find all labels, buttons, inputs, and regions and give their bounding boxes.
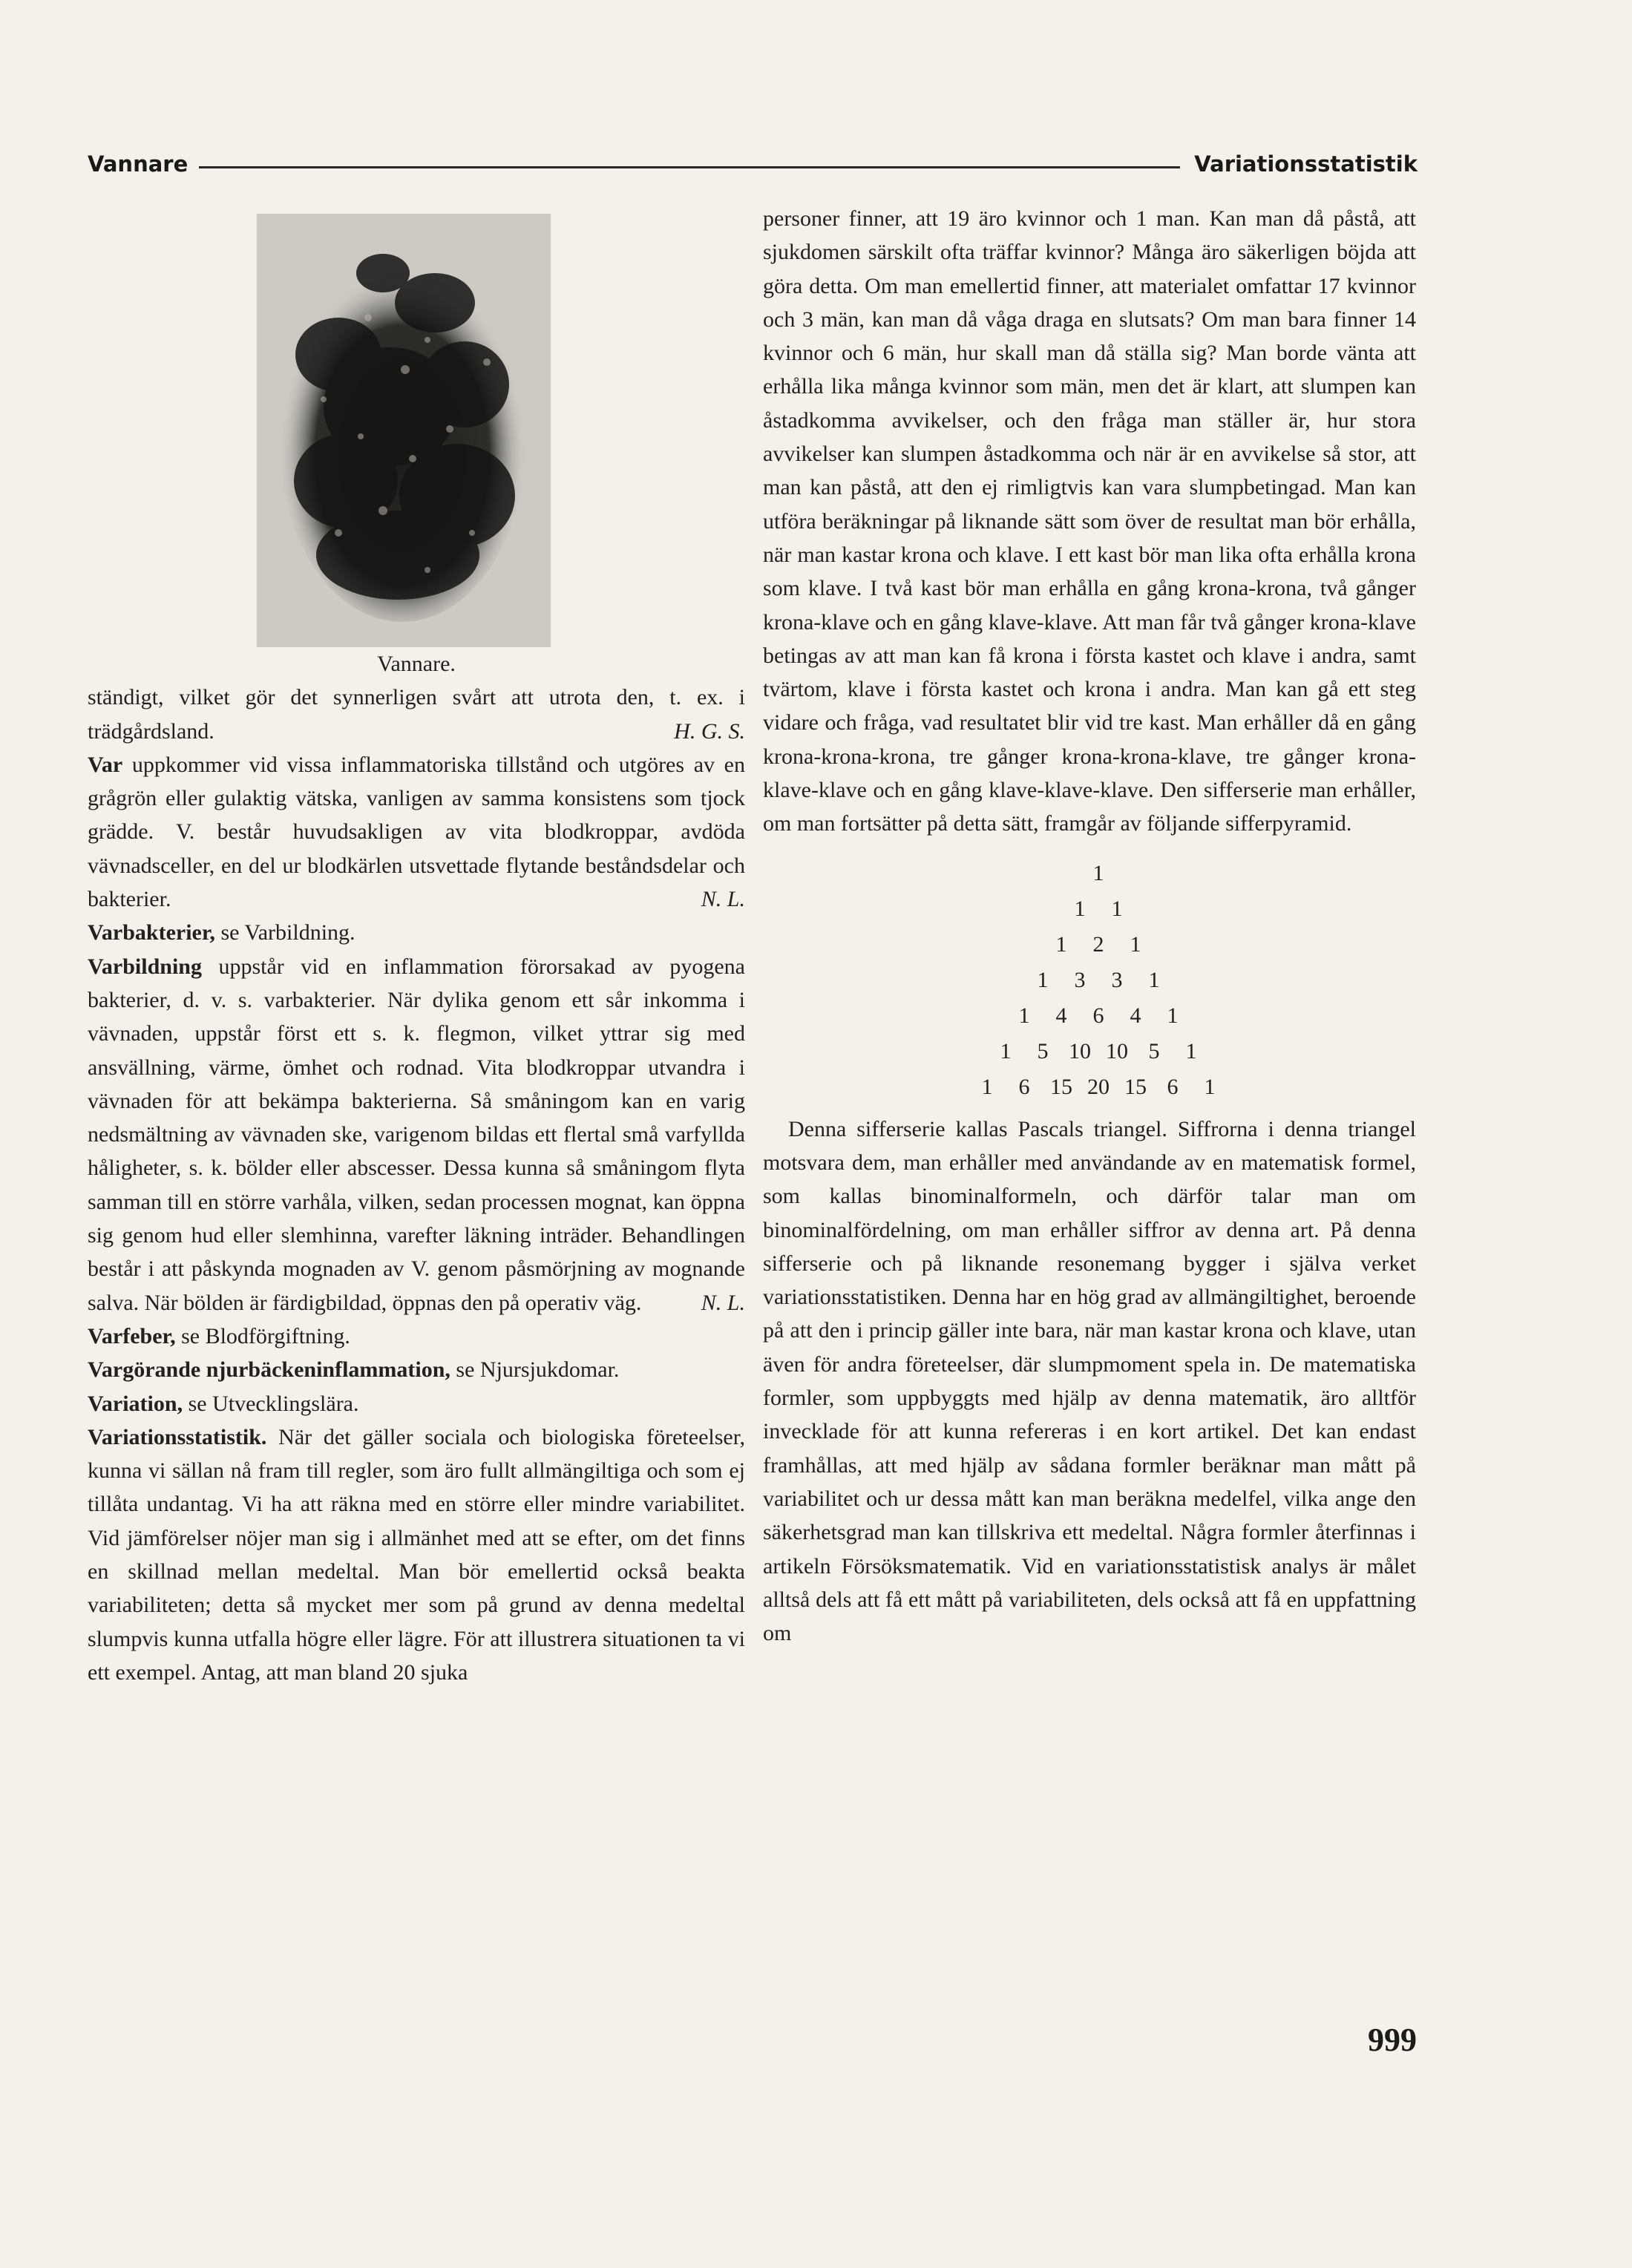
triangle-row (772, 891, 1425, 927)
left-column (88, 200, 745, 1689)
paragraph-text: ständigt, vilket gör det synnerligen svårt att utrota den, t. ex. i trädgårdsland. (88, 685, 745, 744)
triangle-number: 1 (1185, 1038, 1197, 1063)
page-number: 999 (1368, 2022, 1417, 2058)
author-signature: H. G. S. (674, 718, 745, 744)
triangle-number: 1 (1018, 1003, 1030, 1028)
header-rule (199, 166, 1180, 168)
entry-text: När det gäller sociala och biologiska företeelser, kunna vi sällan nå fram till regler, som äro fullt allmängiltiga och som ej tillåta undantag. Vi ha att räkna med en större eller mindre variabilitet. Vid jämförelser nöjer man sig i allmänhet med att se efter, om det finns en skillnad mellan medeltal. Man bör emellertid också beakta variabiliteten; detta så mycket mer som på grund av denna medeltal slumpvis kunna utfalla högre eller lägre. För att illustrera situationen ta vi ett exempel. Antag, att man bland 20 sjuka (88, 1424, 745, 1685)
triangle-number: 1 (1000, 1038, 1012, 1063)
header-right-title: Variationsstatistik (1188, 145, 1418, 183)
entry-variation (88, 1387, 745, 1420)
entry-vargorande (88, 1353, 745, 1386)
triangle-number: 6 (1018, 1074, 1030, 1099)
entry-headword: Variationsstatistik. (88, 1424, 267, 1449)
triangle-row (772, 1034, 1425, 1069)
triangle-number: 20 (1087, 1074, 1110, 1099)
triangle-number: 1 (1092, 860, 1104, 885)
triangle-row (772, 998, 1425, 1034)
author-signature: N. L. (701, 887, 745, 912)
entry-text: se Blodförgiftning. (175, 1323, 350, 1348)
triangle-row (772, 963, 1425, 998)
entry-text: se Varbildning. (214, 920, 355, 945)
triangle-number: 10 (1106, 1038, 1128, 1063)
entry-varbakterier (88, 916, 745, 949)
triangle-number: 6 (1167, 1074, 1179, 1099)
pascal-triangle (763, 856, 1416, 1105)
triangle-row (772, 1069, 1425, 1105)
running-header (88, 145, 1418, 183)
vannare-photo (257, 214, 551, 647)
triangle-number: 1 (981, 1074, 993, 1099)
entry-text: uppstår vid en inflammation förorsakad av pyogena bakterier, d. v. s. varbakterier. När dylika genom ett sår inkomma i vävnaden, uppstår först ett s. k. flegmon, vilket yttrar sig med ansvällning, värme, ömhet och rodnad. Vita blodkroppar utvandra i vävnaden för att bekämpa bakterierna. Så småningom kan en varig nedsmältning av vävnaden ske, varigenom bildas ett flertal små varfyllda håligheter, s. k. bölder eller abscesser. Dessa kunna så småningom flyta samman till en större varhåla, vilken, sedan processen mognat, kan öppna sig genom hud eller slemhinna, varefter läkning inträder. Behandlingen består i att påskynda mognaden av V. genom påsmörjning av mognande salva. När bölden är färdigbildad, öppnas den på operativ väg. (88, 954, 745, 1315)
triangle-number: 3 (1074, 967, 1086, 992)
triangle-number: 15 (1050, 1074, 1072, 1099)
triangle-number: 1 (1074, 896, 1086, 921)
entry-var (88, 748, 745, 916)
triangle-row (772, 856, 1425, 891)
entry-varfeber (88, 1320, 745, 1353)
triangle-number: 15 (1124, 1074, 1147, 1099)
entry-headword: Variation, (88, 1391, 183, 1416)
entry-headword: Varbildning (88, 954, 202, 979)
plant-illustration (257, 214, 551, 647)
triangle-number: 1 (1204, 1074, 1216, 1099)
triangle-number: 4 (1055, 1003, 1067, 1028)
paragraph-continuation (88, 681, 745, 748)
header-left-title: Vannare (88, 145, 194, 183)
triangle-number: 6 (1092, 1003, 1104, 1028)
entry-variationsstatistik (88, 1420, 745, 1689)
author-signature: N. L. (701, 1290, 745, 1315)
entry-headword: Varfeber, (88, 1323, 176, 1348)
triangle-number: 5 (1037, 1038, 1049, 1063)
triangle-number: 3 (1111, 967, 1123, 992)
triangle-number: 1 (1037, 967, 1049, 992)
entry-headword: Varbakterier, (88, 920, 215, 945)
triangle-number: 1 (1130, 931, 1141, 957)
paragraph-text: Denna sifferserie kallas Pascals triangel. Siffrorna i denna triangel motsvara dem, man erhåller med användande av en matematisk formel, som kallas binominalformeln, och därför talar man om binominalfördelning, om man erhåller siffror av denna art. På denna sifferserie och på liknande resonemang bygger i själva verket variationsstatistiken. Denna har en hög grad av allmängiltighet, beroende på att den i princip gäller inte bara, när man kastar krona och klave, utan även för andra företeelser, där slumpmoment spela in. De matematiska formler, som uppbyggts med hjälp av denna matematik, äro alltför invecklade för att kunna refereras i en kort artikel. Det kan endast framhållas, att med hjälp av sådana formler beräknar man mått på variabilitet och ur dessa mått kan man beräkna medelfel, vilka ange den säkerhetsgrad man kan tillskriva ett medeltal. Några formler återfinnas i artikeln Försöksmatematik. Vid en variationsstatistisk analys är målet alltså dels att få ett mått på variabiliteten, dels också att få en uppfattning om (763, 1116, 1416, 1646)
paragraph-text: personer finner, att 19 äro kvinnor och 1 man. Kan man då påstå, att sjukdomen särskilt ofta träffar kvinnor? Många äro säkerligen böjda att göra detta. Om man emellertid finner, att materialet omfattar 17 kvinnor och 3 män, kan man då våga draga en slutsats? Om man bara finner 14 kvinnor och 6 män, hur skall man då ställa sig? Man borde vänta att erhålla lika många kvinnor som män, men det är klart, att slumpen kan åstadkomma avvikelser, och den fråga man ställer är, hur stora avvikelser kan slumpen åstadkomma och när är en avvikelse så stor, att man kan påstå, att den ej rimligtvis kan vara slumpbetingad. Man kan utföra beräkningar på liknande sätt som över de resultat man bör erhålla, när man kastar krona och klave. I ett kast bör man lika ofta erhålla krona som klave. I två kast bör man erhålla en gång krona-krona, två gånger krona-klave och en gång klave-klave. Att man får två gånger krona-klave betingas av att man kan få krona i första kastet och klave i andra, samt tvärtom, klave i första kastet och krona i andra. Man kan gå ett steg vidare och fråga, vad resultatet blir vid tre kast. Man erhåller då en gång krona-krona-krona, tre gånger krona-krona-klave, tre gånger krona-klave-klave och en gång klave-klave-klave. Den sifferserie man erhåller, om man fortsätter på detta sätt, framgår av följande sifferpyramid. (763, 206, 1416, 836)
entry-headword: Vargörande njurbäckeninflammation, (88, 1357, 450, 1383)
triangle-number: 5 (1148, 1038, 1160, 1063)
entry-text: se Njursjukdomar. (450, 1357, 620, 1383)
entry-headword: Var (88, 752, 123, 777)
entry-text: uppkommer vid vissa inflammatoriska tillstånd och utgöres av en grågrön eller gulaktig vätska, vanligen av samma konsistens som tjock grädde. V. består huvudsakligen av vita blodkroppar, avdöda vävnadsceller, en del ur blodkärlen utsvettade flytande beståndsdelar och bakterier. (88, 752, 745, 912)
triangle-number: 1 (1167, 1003, 1179, 1028)
figure-caption: Vannare. (377, 652, 456, 676)
triangle-number: 4 (1130, 1003, 1141, 1028)
entry-text: se Utvecklingslära. (183, 1391, 359, 1416)
triangle-row (772, 927, 1425, 963)
right-column (763, 202, 1416, 1650)
triangle-number: 1 (1111, 896, 1123, 921)
entry-varbildning (88, 950, 745, 1320)
triangle-number: 1 (1148, 967, 1160, 992)
triangle-number: 10 (1069, 1038, 1091, 1063)
triangle-number: 1 (1055, 931, 1067, 957)
triangle-number: 2 (1092, 931, 1104, 957)
